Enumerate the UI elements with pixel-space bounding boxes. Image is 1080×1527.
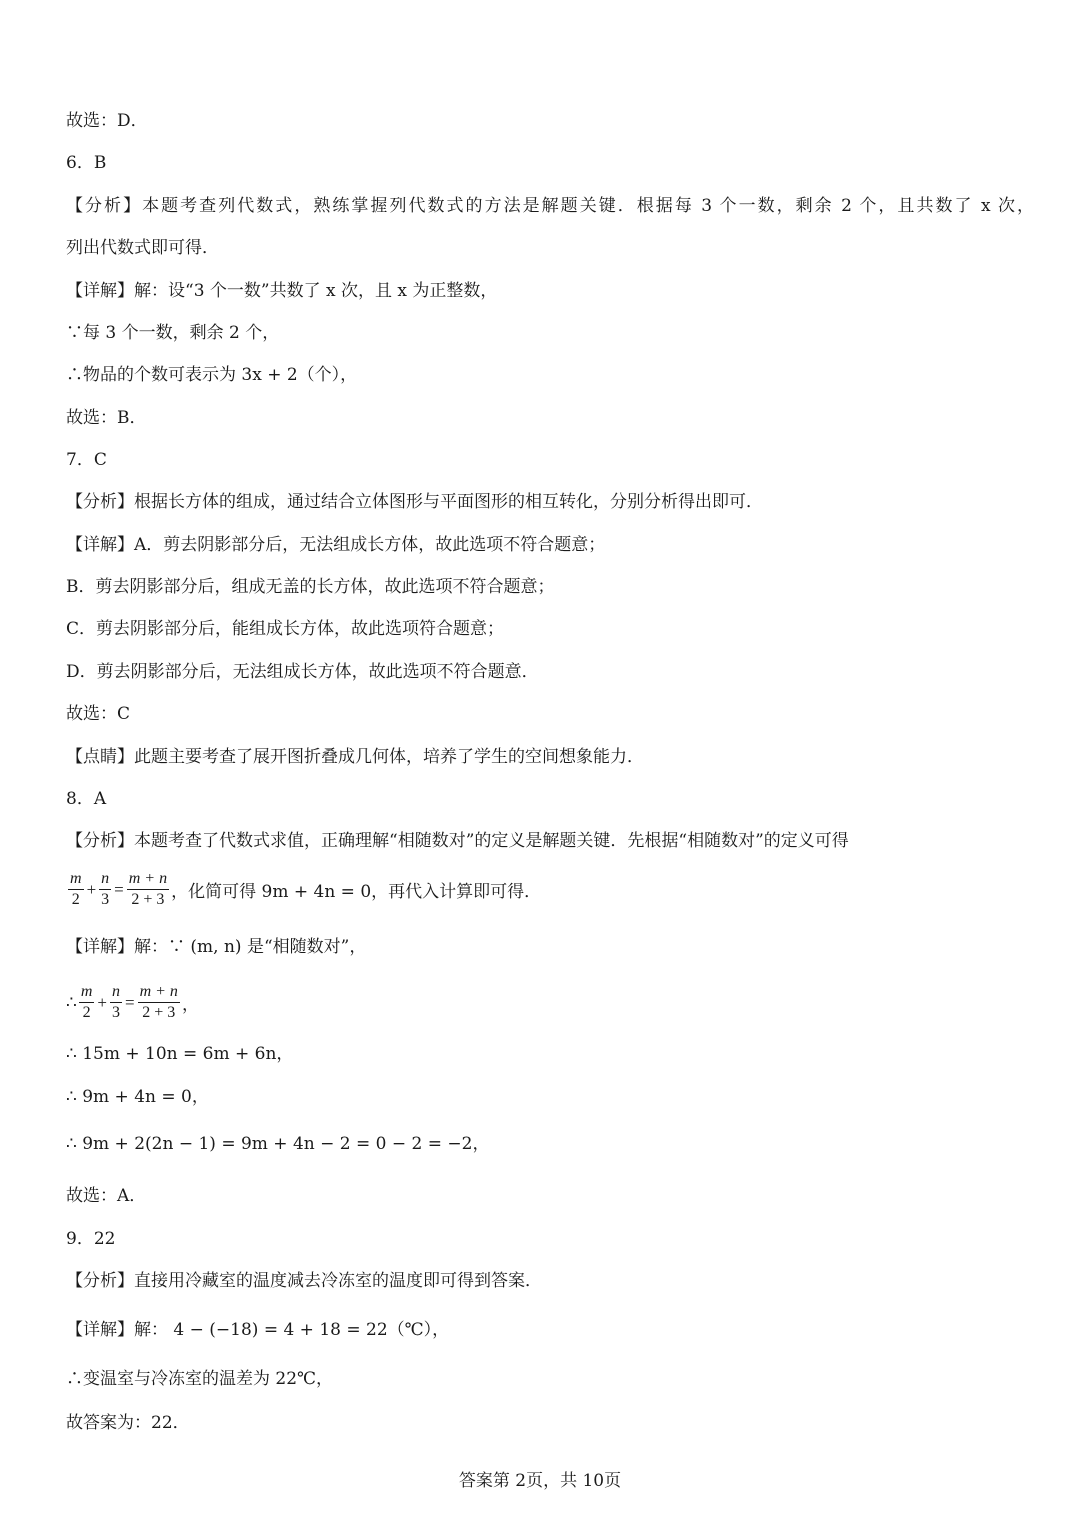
numerator: m + n: [127, 870, 169, 890]
denominator: 3: [101, 891, 110, 908]
q9-detail-line1: 【详解】解： 4 − (−18) = 4 + 18 = 22（℃），: [66, 1320, 450, 1340]
numerator: m: [68, 870, 84, 890]
comma: ，: [181, 995, 199, 1015]
q9-answer: 故答案为：22．: [66, 1413, 190, 1433]
denominator: 3: [111, 1004, 120, 1021]
q8-analysis-equation: [66, 870, 541, 909]
fraction-m-plus-n-over-2-plus-3: [138, 983, 180, 1022]
q6-detail-line1: 【详解】解：设“3 个一数”共数了 x 次，且 x 为正整数，: [66, 281, 498, 301]
q7-choose: 故选：C: [66, 704, 131, 724]
q7-option-d: D．剪去阴影部分后，无法组成长方体，故此选项不符合题意．: [66, 662, 539, 682]
q8-detail-line3: ∴ 15m + 10n = 6m + 6n，: [66, 1044, 294, 1064]
plus-sign: +: [86, 879, 97, 899]
q8-choose: 故选：A．: [66, 1186, 147, 1206]
equals-sign: =: [124, 992, 135, 1012]
question-7-answer: 7．C: [66, 450, 107, 470]
q6-analysis-line2: 列出代数式即可得．: [66, 238, 219, 258]
q6-choose: 故选：B．: [66, 408, 147, 428]
question-9-answer: 9．22: [66, 1229, 116, 1249]
denominator: 2: [71, 891, 80, 908]
denominator: 2 + 3: [142, 1004, 176, 1021]
q8-detail-line5: ∴ 9m + 2(2n − 1) = 9m + 4n − 2 = 0 − 2 = −2，: [66, 1134, 490, 1154]
denominator: 2: [82, 1004, 91, 1021]
page-footer: 答案第 2页，共 10页: [458, 1471, 622, 1491]
q7-option-c: C．剪去阴影部分后，能组成长方体，故此选项符合题意；: [66, 619, 505, 639]
q6-detail-line2: ∵每 3 个一数，剩余 2 个，: [66, 323, 280, 343]
fraction-n-over-3: [99, 870, 111, 909]
fraction-m-over-2: [79, 983, 95, 1022]
q6-analysis-line1: 【分析】本题考查列代数式，熟练掌握列代数式的方法是解题关键．根据每 3 个一数，剩余 2 个，且共数了 x 次，: [66, 196, 1034, 216]
q8-detail-line4: ∴ 9m + 4n = 0，: [66, 1087, 209, 1107]
fraction-m-over-2: [68, 870, 84, 909]
question-6-answer: 6．B: [66, 153, 107, 173]
q9-detail-line2: ∴变温室与冷冻室的温差为 22℃，: [66, 1369, 334, 1389]
q7-comment: 【点睛】此题主要考查了展开图折叠成几何体，培养了学生的空间想象能力．: [66, 747, 644, 767]
plus-sign: +: [97, 992, 107, 1012]
numerator: m + n: [138, 983, 180, 1003]
equals-sign: =: [114, 879, 124, 899]
q7-detail-a: 【详解】A．剪去阴影部分后，无法组成长方体，故此选项不符合题意；: [66, 535, 606, 555]
fraction-n-over-3: [110, 983, 122, 1022]
denominator: 2 + 3: [131, 891, 165, 908]
q9-analysis: 【分析】直接用冷藏室的温度减去冷冻室的温度即可得到答案．: [66, 1271, 542, 1291]
q8-detail-equation: [66, 983, 199, 1022]
question-8-answer: 8．A: [66, 789, 107, 809]
numerator: n: [110, 983, 122, 1003]
fraction-m-plus-n-over-2-plus-3: [127, 870, 169, 909]
q8-detail-line1: 【详解】解：∵ (m, n) 是“相随数对”，: [66, 937, 367, 957]
q8-analysis-line1: 【分析】本题考查了代数式求值，正确理解“相随数对”的定义是解题关键．先根据“相随数对”的定义可得: [66, 831, 849, 851]
q7-analysis: 【分析】根据长方体的组成，通过结合立体图形与平面图形的相互转化，分别分析得出即可．: [66, 492, 763, 512]
q6-detail-line3: ∴物品的个数可表示为 3x + 2（个），: [66, 365, 358, 385]
q7-option-b: B．剪去阴影部分后，组成无盖的长方体，故此选项不符合题意；: [66, 577, 555, 597]
line-choose-d: 故选：D．: [66, 111, 148, 131]
therefore-symbol: ∴: [66, 992, 77, 1013]
numerator: n: [99, 870, 111, 890]
numerator: m: [79, 983, 95, 1003]
q8-analysis-line2-text: ，化简可得 9m + 4n = 0，再代入计算即可得．: [171, 882, 542, 902]
